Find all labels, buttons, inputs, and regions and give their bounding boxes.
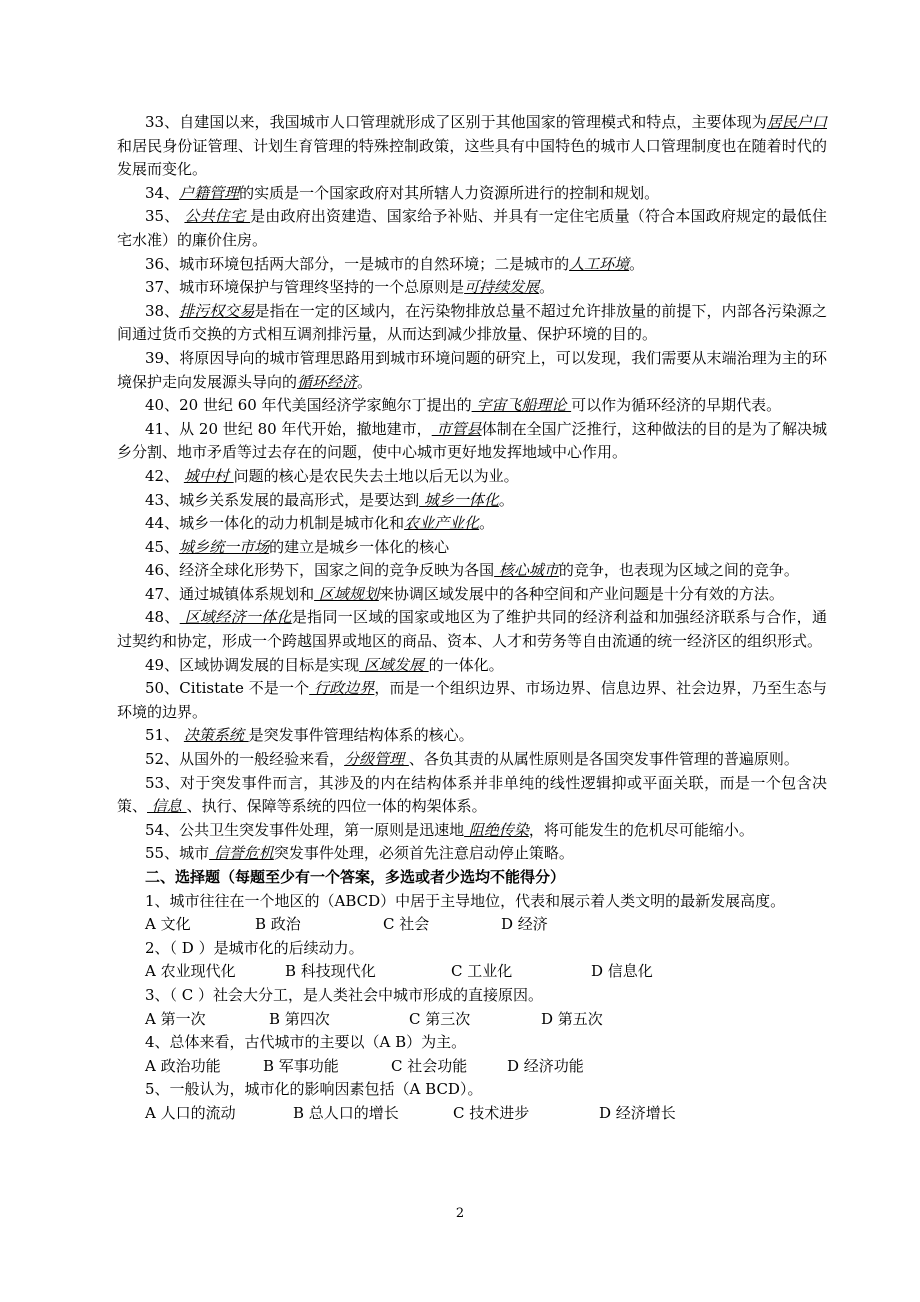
fill-item [117,205,827,252]
answer-blank: 分级管理 [344,750,409,769]
item-text: 是指同一区域的国家或地区为了维护共同的经济利益和加强经济联系与合作，通过契约和协定，形成一个跨越国界或地区的商品、资本、人才和劳务等自由流通的统一经济区的组织形式。 [117,608,827,651]
choice-option: A 政治功能 [145,1056,221,1075]
fill-item [117,347,827,394]
fill-item [117,677,827,724]
answer-blank: 户籍管理 [179,183,240,202]
fill-item [117,842,827,866]
fill-item [117,253,827,277]
item-text: 。 [498,490,514,509]
item-text: 46、经济全球化形势下，国家之间的竞争反映为各国 [145,561,495,580]
answer-blank: 信誉危机 [209,844,274,863]
choice-option: B 总人口的增长 [293,1103,399,1122]
item-text: ，将可能发生的危机尽可能缩小。 [528,820,754,839]
fill-item [117,748,827,772]
answer-blank: 循环经济 [297,372,358,391]
page-number: 2 [455,1206,465,1221]
choice-option: A 第一次 [145,1009,206,1028]
answer-blank: 核心城市 [494,561,559,580]
choice-options [117,1102,827,1126]
item-text: 。 [539,278,555,297]
choice-options [117,1008,827,1032]
item-text: 是由政府出资建造、国家给予补贴、并具有一定住宅质量（符合本国政府规定的最低住宅水准）的廉价住房。 [117,207,827,249]
choice-option: D 经济功能 [507,1056,584,1075]
item-text: ，而是一个组织边界、市场边界、信息边界、社会边界，乃至生态与环境的边界。 [117,679,827,721]
item-text: 。 [357,372,373,391]
fill-item [117,772,827,819]
fill-item [117,536,827,560]
item-text: 。 [479,514,495,533]
fill-in-blank-list [117,111,827,866]
choice-option: C 社会 [383,915,430,934]
choice-option: A 农业现代化 [145,962,236,981]
item-text: 51、 [145,726,184,745]
choice-option: C 工业化 [451,962,513,981]
answer-blank: 宇宙飞船理论 [471,396,572,415]
item-text: 54、公共卫生突发事件处理，第一原则是迅速地 [145,820,465,839]
choice-option: D 第五次 [541,1009,603,1028]
answer-blank: 农业产业化 [404,514,480,533]
answer-blank: 决策系统 [183,726,249,745]
fill-item [117,583,827,607]
choice-option: D 信息化 [591,962,653,981]
choice-option: D 经济增长 [599,1103,676,1122]
item-text: 、各负其责的从属性原则是各国突发事件管理的普遍原则。 [408,750,799,769]
choice-option: B 第四次 [269,1009,330,1028]
item-text: 49、区域协调发展的目标是实现 [145,655,360,674]
fill-item [117,111,827,182]
fill-item [117,512,827,536]
choice-option: C 技术进步 [453,1103,530,1122]
answer-blank: 排污权交易 [179,301,255,320]
answer-blank: 阻绝传染 [464,820,529,839]
fill-item [117,182,827,206]
item-text: 37、城市环境保护与管理终坚持的一个总原则是 [145,278,465,297]
item-text: 38、 [145,301,180,320]
answer-blank: 公共住宅 [184,207,251,226]
item-text: 34、 [145,183,180,202]
choice-question: 5、一般认为，城市化的影响因素包括（A BCD）。 [145,1080,483,1099]
item-text: 39、将原因导向的城市管理思路用到城市环境问题的研究上，可以发现，我们需要从末端治理为主的环境保护走向发展源头导向的 [117,348,827,391]
item-text: 的建立是城乡一体化的核心 [269,537,450,556]
choice-option: A 人口的流动 [145,1103,236,1122]
item-text: 47、通过城镇体系规划和 [145,584,315,603]
choice-question: 4、总体来看，古代城市的主要以（A B）为主。 [145,1033,467,1052]
item-text: 40、20 世纪 60 年代美国经济学家鲍尔丁提出的 [145,396,472,415]
answer-blank: 区域经济一体化 [179,608,292,627]
fill-item [117,724,827,748]
item-text: 的竞争，也表现为区域之间的竞争。 [558,561,799,580]
choice-option: B 政治 [255,915,301,934]
item-text: 53、对于突发事件而言，其涉及的内在结构体系并非单纯的线性逻辑抑或平面关联，而是一个包含决策、 [117,773,827,816]
answer-blank: 行政边界 [309,679,375,698]
item-text: 45、 [145,537,180,556]
item-text: 44、城乡一体化的动力机制是城市化和 [145,514,405,533]
choice-option: B 军事功能 [263,1056,339,1075]
item-text: 的一体化。 [428,655,504,674]
page-content [117,111,827,1126]
item-text: 问题的核心是农民失去土地以后无以为业。 [233,466,519,485]
item-text: 可以作为循环经济的早期代表。 [571,396,782,415]
fill-item [117,654,827,678]
answer-blank: 居民户口 [766,113,827,131]
item-text: 体制在全国广泛推行，这种做法的目的是为了解决城乡分割、地市矛盾等过去存在的问题，使中心城市更好地发挥地域中心作用。 [117,419,827,462]
item-text: 35、 [145,207,185,226]
choice-options [117,960,827,984]
answer-blank: 区域规划 [314,584,379,603]
answer-blank: 人工环境 [569,254,630,273]
choice-options [117,913,827,937]
item-text: 33、自建国以来，我国城市人口管理就形成了区别于其他国家的管理模式和特点，主要体现为 [145,113,767,131]
answer-blank: 信息 [147,797,187,816]
item-text: 的实质是一个国家政府对其所辖人力资源所进行的控制和规划。 [239,183,660,202]
choice-question: 2、（ D ）是城市化的后续动力。 [145,938,364,957]
item-text: 突发事件处理，必须首先注意启动停止策略。 [273,844,574,863]
multiple-choice-list [117,890,827,1126]
choice-option: D 经济 [501,915,548,934]
item-text: 50、Citistate 不是一个 [145,679,310,698]
item-text: 52、从国外的一般经验来看， [145,750,345,769]
choice-option: A 文化 [145,915,191,934]
choice-question: 1、城市往往在一个地区的（ABCD）中居于主导地位，代表和展示着人类文明的最新发展高度。 [145,891,786,910]
fill-item [117,418,827,465]
item-text: 。 [629,254,645,273]
item-text: 来协调区域发展中的各种空间和产业问题是十分有效的方法。 [378,584,784,603]
choice-option: C 社会功能 [391,1056,468,1075]
fill-item [117,489,827,513]
item-text: 是指在一定的区域内，在污染物排放总量不超过允许排放量的前提下，内部各污染源之间通过货币交换的方式相互调剂排污量，从而达到减少排放量、保护环境的目的。 [117,301,827,344]
item-text: 和居民身份证管理、计划生育管理的特殊控制政策，这些具有中国特色的城市人口管理制度也在随着时代的发展而变化。 [117,136,827,179]
fill-item [117,559,827,583]
choice-options [117,1055,827,1079]
answer-blank: 区域发展 [359,655,429,674]
item-text: 41、从 20 世纪 80 年代开始，撤地建市， [145,419,432,438]
item-text: 42、 [145,466,184,485]
choice-question: 3、（ C ）社会大分工，是人类社会中城市形成的直接原因。 [145,985,544,1004]
item-text: 43、城乡关系发展的最高形式，是要达到 [145,490,420,509]
section-heading: 二、选择题（每题至少有一个答案，多选或者少选均不能得分） [145,868,566,886]
answer-blank: 市管县 [431,419,482,438]
fill-item [117,819,827,843]
answer-blank: 城乡统一市场 [179,537,270,556]
item-text: 55、城市 [145,844,210,863]
fill-item [117,394,827,418]
item-text: 36、城市环境包括两大部分，一是城市的自然环境；二是城市的 [145,254,570,273]
item-text: 48、 [145,608,180,627]
fill-item [117,300,827,347]
answer-blank: 城乡一体化 [419,490,499,509]
answer-blank: 城中村 [183,466,234,485]
item-text: 是突发事件管理结构体系的核心。 [248,726,474,745]
fill-item [117,276,827,300]
item-text: 、执行、保障等系统的四位一体的构架体系。 [186,797,487,816]
fill-item [117,606,827,653]
choice-option: C 第三次 [409,1009,471,1028]
fill-item [117,465,827,489]
choice-option: B 科技现代化 [285,962,376,981]
answer-blank: 可持续发展 [464,278,540,297]
